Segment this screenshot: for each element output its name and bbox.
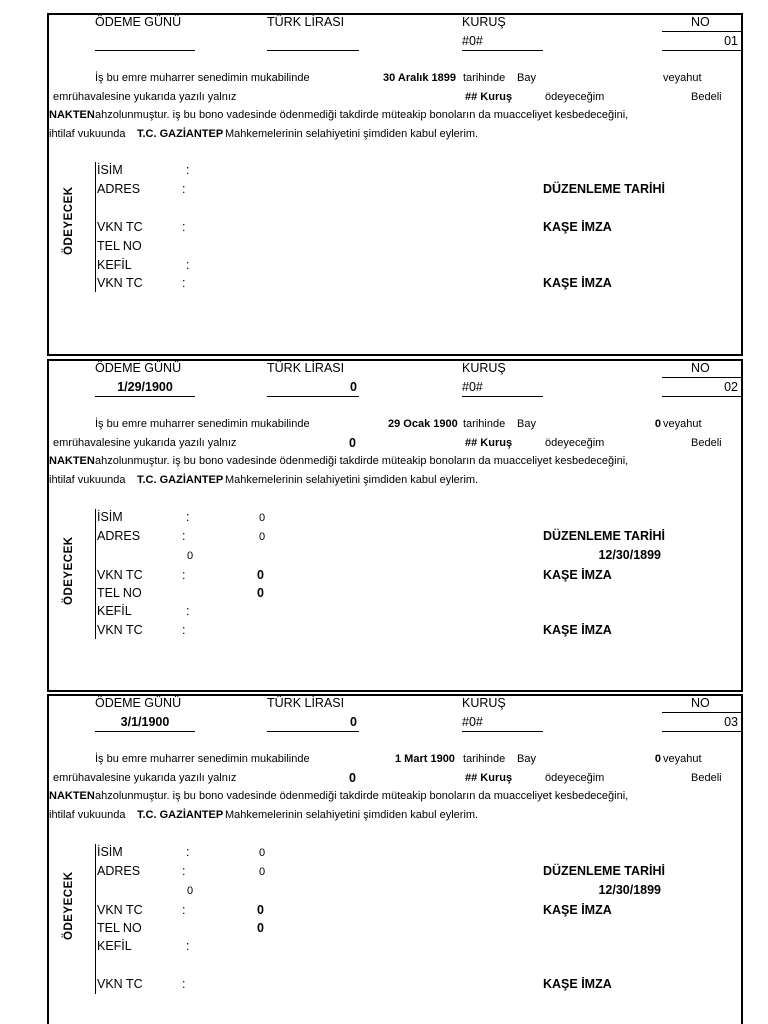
kase-imza-1: KAŞE İMZA	[543, 568, 612, 582]
vade-yazi: 30 Aralık 1899	[383, 72, 456, 84]
duzenleme-tarihi-value: 12/30/1899	[598, 883, 661, 897]
yalniz-amount: 0	[349, 436, 356, 450]
line1-prefix: İş bu emre muharrer senedimin mukabilinde	[95, 72, 310, 84]
tutar-underline	[267, 50, 359, 51]
kurus-underline	[462, 731, 543, 732]
line3-rest: ahzolunmuştur. iş bu bono vadesinde ödenmediği takdirde müteakip bonoların da muacceliyet kesbedeceğini,	[95, 455, 629, 467]
tutar-value: 0	[350, 380, 357, 394]
bedeli-label: Bedeli	[691, 772, 722, 784]
odeme-gunu-underline	[95, 731, 195, 732]
odeyecegim-label: ödeyeceğim	[545, 772, 605, 784]
odeme-gunu-underline	[95, 50, 195, 51]
vkn-label: VKN TC	[97, 568, 143, 582]
vkn-colon: :	[182, 220, 186, 234]
debtor-block-line	[95, 509, 96, 639]
vkn-value: 0	[257, 903, 264, 917]
veyahut-amount: 0	[654, 418, 661, 430]
line4-suffix: Mahkemelerinin selahiyetini şimdiden kabul eylerim.	[225, 474, 479, 486]
line2-prefix: emrühavalesine yukarıda yazılı yalnız	[53, 91, 237, 103]
veyahut-label: veyahut	[663, 418, 702, 430]
header-row-line	[662, 712, 743, 713]
promissory-note-2	[47, 359, 743, 692]
line2-prefix: emrühavalesine yukarıda yazılı yalnız	[53, 437, 237, 449]
kase-imza-1: KAŞE İMZA	[543, 220, 612, 234]
debtor-block-line	[95, 162, 96, 292]
isim-colon: :	[186, 845, 190, 859]
kurus-marker: ## Kuruş	[465, 772, 513, 784]
nakten-label: NAKTEN	[49, 455, 95, 467]
kefil-label: KEFİL	[97, 604, 132, 618]
bay-label: Bay	[517, 418, 536, 430]
tel-label: TEL NO	[97, 921, 142, 935]
kefil-vkn-colon: :	[182, 977, 186, 991]
header-kurus: KURUŞ	[462, 696, 506, 710]
isim-value: 0	[259, 512, 266, 524]
adres-label: ADRES	[97, 529, 141, 543]
line3-rest: ahzolunmuştur. iş bu bono vadesinde ödenmediği takdirde müteakip bonoların da muacceliyet kesbedeceğini,	[95, 790, 629, 802]
no-value: 02	[724, 380, 738, 394]
header-turk-lirasi: TÜRK LİRASI	[267, 696, 345, 710]
line4-prefix: ihtilaf vukuunda	[49, 474, 126, 486]
tel-value: 0	[257, 921, 264, 935]
kurus-underline	[462, 50, 543, 51]
duzenleme-tarihi-label: DÜZENLEME TARİHİ	[543, 529, 665, 543]
tel-value: 0	[257, 586, 264, 600]
kefil-vkn-colon: :	[182, 276, 186, 290]
line4-prefix: ihtilaf vukuunda	[49, 128, 126, 140]
nakten-label: NAKTEN	[49, 790, 95, 802]
no-underline	[662, 50, 743, 51]
bedeli-label: Bedeli	[691, 437, 722, 449]
isim-label: İSİM	[97, 510, 123, 524]
kurus-value: #0#	[462, 380, 483, 394]
tutar-value: 0	[350, 715, 357, 729]
kefil-colon: :	[186, 258, 190, 272]
adres-value: 0	[259, 531, 266, 543]
header-kurus: KURUŞ	[462, 361, 506, 375]
kefil-colon: :	[186, 939, 190, 953]
line3-rest: ahzolunmuştur. iş bu bono vadesinde ödenmediği takdirde müteakip bonoların da muacceliyet kesbedeceğini,	[95, 109, 629, 121]
line4-prefix: ihtilaf vukuunda	[49, 809, 126, 821]
duzenleme-tarihi-label: DÜZENLEME TARİHİ	[543, 864, 665, 878]
bedeli-label: Bedeli	[691, 91, 722, 103]
odeme-gunu-underline	[95, 396, 195, 397]
kurus-value: #0#	[462, 34, 483, 48]
odeyecek-label: ÖDEYECEK	[63, 871, 75, 940]
odeyecegim-label: ödeyeceğim	[545, 437, 605, 449]
kurus-underline	[462, 396, 543, 397]
tutar-underline	[267, 396, 359, 397]
kurus-marker: ## Kuruş	[465, 437, 513, 449]
vade-yazi: 1 Mart 1900	[395, 753, 455, 765]
tel-label: TEL NO	[97, 586, 142, 600]
veyahut-label: veyahut	[663, 72, 702, 84]
adres-value-2: 0	[187, 885, 194, 897]
tel-label: TEL NO	[97, 239, 142, 253]
header-row-line	[662, 377, 743, 378]
vkn-colon: :	[182, 903, 186, 917]
odeyecegim-label: ödeyeceğim	[545, 91, 605, 103]
nakten-label: NAKTEN	[49, 109, 95, 121]
kefil-vkn-colon: :	[182, 623, 186, 637]
line4-suffix: Mahkemelerinin selahiyetini şimdiden kabul eylerim.	[225, 809, 479, 821]
no-underline	[662, 731, 743, 732]
tarihinde-label: tarihinde	[463, 753, 506, 765]
header-no: NO	[691, 696, 710, 710]
kurus-value: #0#	[462, 715, 483, 729]
kefil-vkn-label: VKN TC	[97, 623, 143, 637]
adres-label: ADRES	[97, 864, 141, 878]
bay-label: Bay	[517, 72, 536, 84]
kefil-colon: :	[186, 604, 190, 618]
isim-colon: :	[186, 163, 190, 177]
kefil-label: KEFİL	[97, 258, 132, 272]
adres-value-2: 0	[187, 550, 194, 562]
promissory-note-1	[47, 13, 743, 356]
bay-label: Bay	[517, 753, 536, 765]
header-kurus: KURUŞ	[462, 15, 506, 29]
adres-colon: :	[182, 864, 186, 878]
adres-colon: :	[182, 529, 186, 543]
adres-value: 0	[259, 866, 266, 878]
header-no: NO	[691, 361, 710, 375]
court-name: T.C. GAZİANTEP	[137, 128, 224, 140]
debtor-block-line	[95, 844, 96, 994]
duzenleme-tarihi-value: 12/30/1899	[598, 548, 661, 562]
adres-label: ADRES	[97, 182, 141, 196]
odeyecek-label: ÖDEYECEK	[63, 186, 75, 255]
no-value: 01	[724, 34, 738, 48]
tarihinde-label: tarihinde	[463, 418, 506, 430]
kefil-vkn-label: VKN TC	[97, 977, 143, 991]
odeme-gunu-value: 1/29/1900	[117, 380, 173, 394]
kefil-vkn-label: VKN TC	[97, 276, 143, 290]
line1-prefix: İş bu emre muharrer senedimin mukabilinde	[95, 753, 310, 765]
duzenleme-tarihi-label: DÜZENLEME TARİHİ	[543, 182, 665, 196]
isim-label: İSİM	[97, 845, 123, 859]
kurus-marker: ## Kuruş	[465, 91, 513, 103]
kase-imza-2: KAŞE İMZA	[543, 977, 612, 991]
header-odeme-gunu: ÖDEME GÜNÜ	[95, 361, 182, 375]
kase-imza-2: KAŞE İMZA	[543, 276, 612, 290]
kefil-label: KEFİL	[97, 939, 132, 953]
isim-value: 0	[259, 847, 266, 859]
vkn-colon: :	[182, 568, 186, 582]
vkn-value: 0	[257, 568, 264, 582]
line1-prefix: İş bu emre muharrer senedimin mukabilinde	[95, 418, 310, 430]
header-turk-lirasi: TÜRK LİRASI	[267, 361, 345, 375]
adres-colon: :	[182, 182, 186, 196]
header-odeme-gunu: ÖDEME GÜNÜ	[95, 696, 182, 710]
odeme-gunu-value: 3/1/1900	[120, 715, 170, 729]
kase-imza-2: KAŞE İMZA	[543, 623, 612, 637]
court-name: T.C. GAZİANTEP	[137, 474, 224, 486]
kase-imza-1: KAŞE İMZA	[543, 903, 612, 917]
veyahut-amount: 0	[654, 753, 661, 765]
tutar-underline	[267, 731, 359, 732]
header-odeme-gunu: ÖDEME GÜNÜ	[95, 15, 182, 29]
vkn-label: VKN TC	[97, 220, 143, 234]
header-turk-lirasi: TÜRK LİRASI	[267, 15, 345, 29]
vkn-label: VKN TC	[97, 903, 143, 917]
header-row-line	[662, 31, 743, 32]
no-underline	[662, 396, 743, 397]
header-no: NO	[691, 15, 710, 29]
tarihinde-label: tarihinde	[463, 72, 506, 84]
yalniz-amount: 0	[349, 771, 356, 785]
court-name: T.C. GAZİANTEP	[137, 809, 224, 821]
veyahut-label: veyahut	[663, 753, 702, 765]
line2-prefix: emrühavalesine yukarıda yazılı yalnız	[53, 772, 237, 784]
line4-suffix: Mahkemelerinin selahiyetini şimdiden kabul eylerim.	[225, 128, 479, 140]
vade-yazi: 29 Ocak 1900	[388, 418, 458, 430]
no-value: 03	[724, 715, 738, 729]
promissory-note-3	[47, 694, 743, 1024]
odeyecek-label: ÖDEYECEK	[63, 536, 75, 605]
isim-colon: :	[186, 510, 190, 524]
isim-label: İSİM	[97, 163, 123, 177]
